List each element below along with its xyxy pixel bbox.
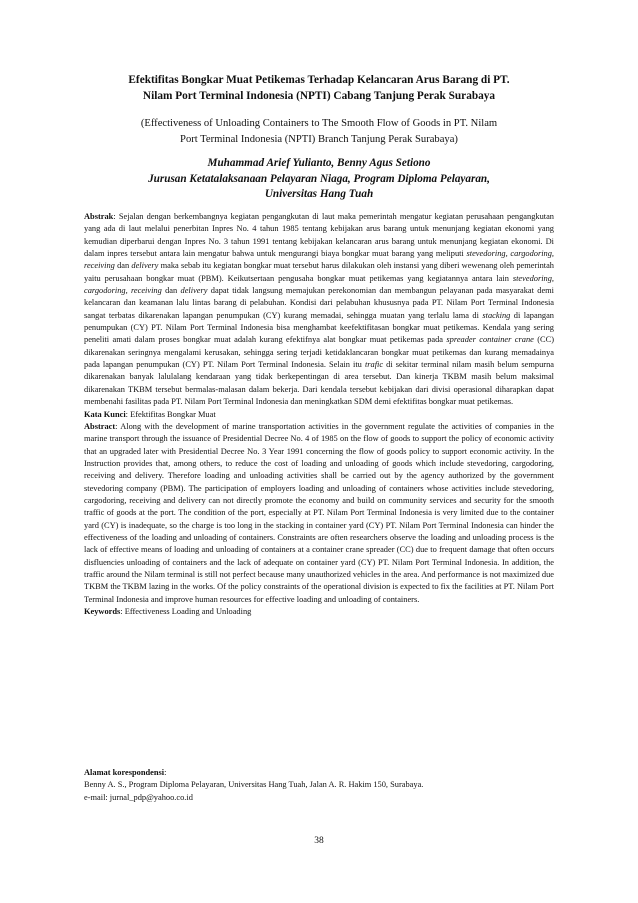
abstract-section <box>84 211 554 618</box>
abstrak-text: : Sejalan dengan berkembangnya kegiatan pengangkutan di laut maka pemerintah mengatur kegiatan perusahaan pengangkutan yang ada di laut melalui penerbitan Inpres No. 4 tahun 1985 tentang kebijakan arus barang untuk menunjang kegiatan ekonomi yang kemudian diperbarui dengan Inpres No. 3 tahun 1991 tentang kebijakan kelancaran arus barang untuk menunjang kegiatan ekonomi. Di dalam inpres tersebut antara lain mengatur bahwa untuk mengurangi biaya bongkar muat barang yang meliputi <box>84 212 554 259</box>
english-title-line-2: Port Terminal Indonesia (NPTI) Branch Tanjung Perak Surabaya) <box>180 133 458 145</box>
kata-kunci-text: : Efektifitas Bongkar Muat <box>125 409 216 419</box>
affiliation-line-1: Jurusan Ketatalaksanaan Pelayaran Niaga, Program Diploma Pelayaran, <box>148 172 490 185</box>
correspondence-label: Alamat korespondensi <box>84 768 165 777</box>
keywords-text: : Effectiveness Loading and Unloading <box>120 607 252 616</box>
abstrak-italic: delivery <box>131 261 159 271</box>
keywords-line <box>84 606 554 618</box>
abstrak-italic: spreader container crane <box>446 335 534 345</box>
keywords-label: Keywords <box>84 607 121 616</box>
abstrak-text: di sekitar terminal nilam masih belum sempurna dikarenakan banyak lalulalang kendaraan yang tidak berkepentingan di area tersebut. Dan kinerja TKBM masih belum maksimal dikarenakan TKBM tersebut bermalas-malasan dalam bekerja. Dari kendala tersebut kebijakan dari divisi operasional diharapkan dapat membenahi fasilitas pada PT. Nilam Port Terminal Indonesia dan meningkatkan SDM demi efektifitas bongkar muat petikemas. <box>84 360 554 407</box>
abstrak-text: (CC) dikarenakan seringnya mengalami kerusakan, sehingga sering terjadi ketidaklancaran bongkar muat petikemas dan kurang memadainya pada lapangan penumpukan (CY) PT. Nilam Port Terminal Indonesia. Selain itu <box>84 335 554 370</box>
abstrak-text: dapat tidak langsung memajukan perekonomian dan membangun pelayanan pada masyarakat demi kelancaran dan keamanan lalu lintas barang di pelabuhan. Kondisi dari pelabuhan khususnya pada PT. Nilam Port Terminal Indonesia sangat terbatas dikarenakan lapangan penumpukan (CY) kurang memadai, sehingga muatan yang terlalu lama di <box>84 286 555 320</box>
title-line-1: Efektifitas Bongkar Muat Petikemas Terhadap Kelancaran Arus Barang di PT. <box>128 74 510 86</box>
correspondence-heading <box>84 767 554 779</box>
english-title-line-1: (Effectiveness of Unloading Containers to The Smooth Flow of Goods in PT. Nilam <box>140 118 498 129</box>
author-names: Muhammad Arief Yulianto, Benny Agus Setiono <box>207 157 431 169</box>
title-line-2: Nilam Port Terminal Indonesia (NPTI) Cabang Tanjung Perak Surabaya <box>142 90 496 102</box>
abstrak-paragraph <box>84 211 554 409</box>
author-block <box>80 156 558 203</box>
correspondence-colon: : <box>164 768 167 777</box>
correspondence-email: e-mail: jurnal_pdp@yahoo.co.id <box>84 792 193 802</box>
abstract-text: : Along with the development of marine transportation activities in the government regulate the activities of companies in the marine transport through the issuance of Presidential Decree No. 4 of 1985 on the flow of goods to support the policy of economic activity that an upgraded later with Presidential Decree No. 3 Year 1991 concerning the flow of goods policy to support economic activity. In the Instruction provides that, among others, to reduce the cost of loading and unloading of goods which include stevedoring, cargodoring, receiving and delivery. Therefore loading and unloading activities shall be carried out by the agency authorized by the government stevedoring company (PBM). The participation of employers loading and unloading of containers whose activities include stevedoring, cargodoring, receiving and delivery can not directly promote the economy and build on community services and security for the smooth traffic of goods at the port. The condition of the port, especially at PT. Nilam Port Terminal Indonesia is very limited due to the container yard (CY) is inadequate, so the charge is too long in the stacking in container yard (CY) PT. Nilam Port Terminal Indonesia can hinder the effectiveness of the loading and unloading of containers. Constraints are often researchers observe the loading and unloading process is the lack of effective means of loading and unloading of containers at a container crane spreader (CC) due to frequent damage that often occurs disfluencies unloading of containers and the lack of adequate on container yard (CY) PT. Nilam Port Terminal Indonesia. In addition, the traffic around the Nilam terminal is still not perfect because many unauthorized vehicles in the area. And performance is not maximized due TKBM the TKBM lazing in the works. Of the policy constraints of the operational division is expected to fix the facilities at PT. Nilam Port Terminal Indonesia and improve human resources for effective loading and unloading of containers. <box>84 421 554 604</box>
english-title <box>85 116 553 147</box>
abstrak-italic: trafic <box>364 360 384 370</box>
abstract-label: Abstract <box>84 421 116 431</box>
abstrak-text: di lapangan penumpukan (CY) PT. Nilam Port Terminal Indonesia bisa menghambat keefektifitasan bongkar muat petikemas. Kendala yang sering peneliti amati dalam proses bongkar muat adalah kurang efektifnya alat bongkar muat petikemas pada <box>84 310 554 345</box>
kata-kunci-line <box>84 409 554 421</box>
correspondence-address: Benny A. S., Program Diploma Pelayaran, Universitas Hang Tuah, Jalan A. R. Hakim 150, Surabaya. <box>84 780 424 790</box>
abstrak-text: dan <box>161 286 181 296</box>
page-number: 38 <box>314 836 324 846</box>
abstrak-text: maka sebab itu kegiatan bongkar muat tersebut harus dilakukan oleh instansi yang diberi wewenang oleh pemerintah yaitu perusahaan bongkar muat (PBM). Keikutsertaan pengusaha bongkar muat petikemas yang kegiatannya antara lain <box>84 261 554 283</box>
abstrak-label: Abstrak <box>84 212 114 221</box>
abstrak-italic: delivery <box>180 286 208 296</box>
abstrak-italic: stevedoring, cargodoring, receiving <box>84 249 555 271</box>
abstrak-italic: stacking <box>482 310 511 320</box>
abstrak-italic: stevedoring, cargodoring, receiving <box>84 273 554 296</box>
abstrak-text: dan <box>114 261 132 271</box>
paper-title <box>80 72 558 104</box>
correspondence-block <box>84 767 554 804</box>
kata-kunci-label: Kata Kunci <box>84 409 126 419</box>
affiliation-line-2: Universitas Hang Tuah <box>264 188 374 200</box>
abstract-paragraph <box>84 421 554 606</box>
